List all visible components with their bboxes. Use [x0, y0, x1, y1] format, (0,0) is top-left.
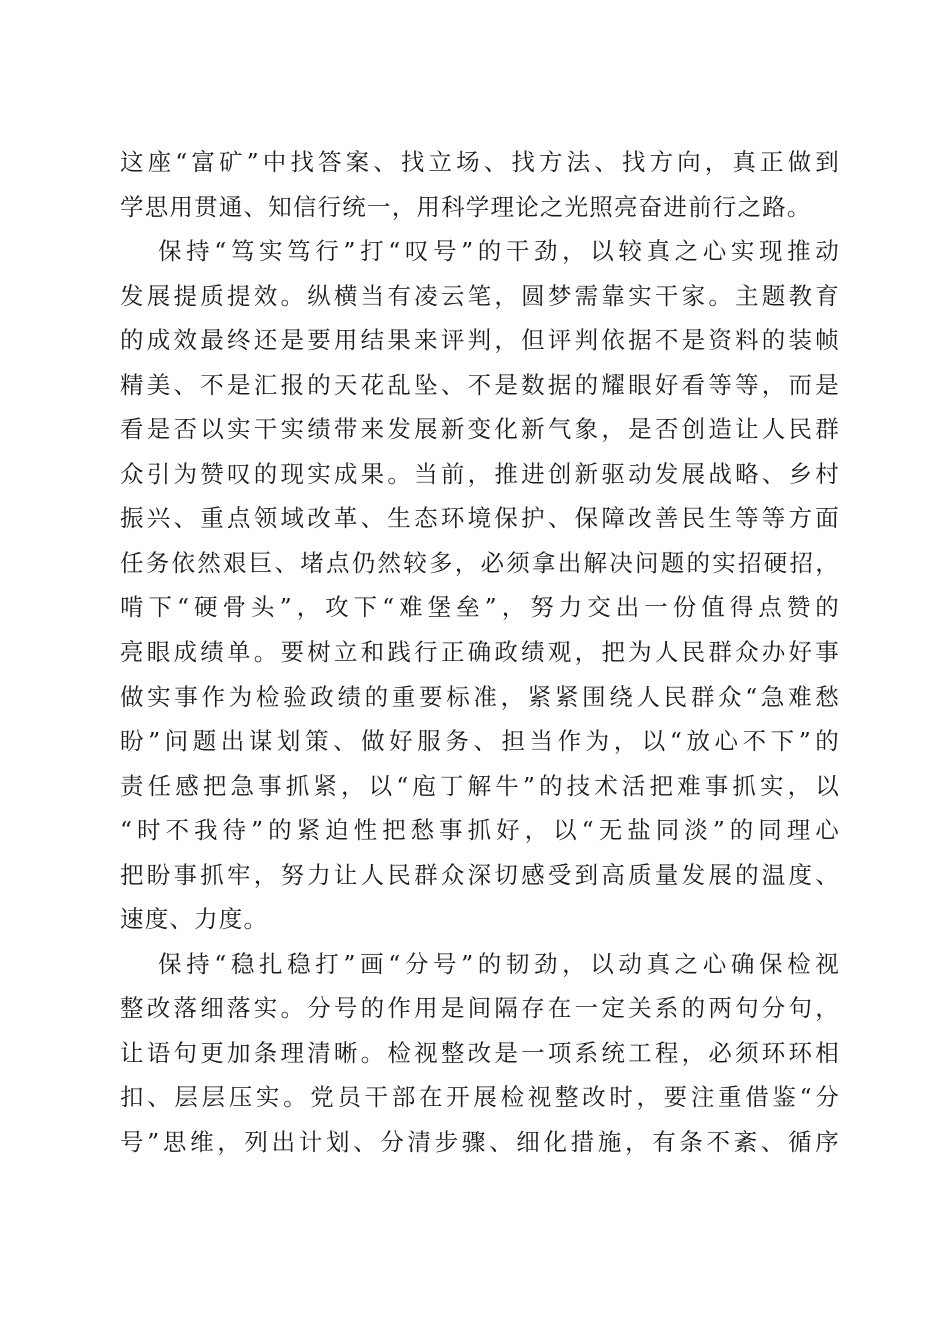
text-line: 把盼事抓牢，努力让人民群众深切感受到高质量发展的温度、 — [120, 860, 840, 889]
paragraph-first-line: 保持“笃实笃行”打“叹号”的干劲，以较真之心实现推动 — [158, 237, 840, 266]
text-line: 的成效最终还是要用结果来评判，但评判依据不是资料的装帧 — [120, 326, 840, 355]
text-line: 做实事作为检验政绩的重要标准，紧紧围绕人民群众“急难愁 — [120, 682, 840, 711]
text-line: “时不我待”的紧迫性把愁事抓好，以“无盐同淡”的同理心 — [120, 816, 840, 845]
text-line: 任务依然艰巨、堵点仍然较多，必须拿出解决问题的实招硬招， — [120, 548, 840, 577]
text-line: 这座“富矿”中找答案、找立场、找方法、找方向，真正做到 — [120, 148, 840, 176]
text-line: 啃下“硬骨头”，攻下“难堡垒”，努力交出一份值得点赞的 — [120, 593, 840, 622]
text-line: 速度、力度。 — [120, 905, 269, 934]
text-line: 精美、不是汇报的天花乱坠、不是数据的耀眼好看等等，而是 — [120, 370, 840, 399]
text-line: 扣、层层压实。党员干部在开展检视整改时，要注重借鉴“分 — [120, 1083, 840, 1112]
text-line: 众引为赞叹的现实成果。当前，推进创新驱动发展战略、乡村 — [120, 459, 840, 488]
text-line: 整改落细落实。分号的作用是间隔存在一定关系的两句分句， — [120, 994, 840, 1023]
document-body — [120, 140, 840, 1165]
text-line: 让语句更加条理清晰。检视整改是一项系统工程，必须环环相 — [120, 1038, 840, 1067]
text-line: 看是否以实干实绩带来发展新变化新气象，是否创造让人民群 — [120, 415, 840, 444]
text-line: 盼”问题出谋划策、做好服务、担当作为，以“放心不下”的 — [120, 727, 840, 756]
text-line: 学思用贯通、知信行统一，用科学理论之光照亮奋进前行之路。 — [120, 192, 812, 221]
paragraph-first-line: 保持“稳扎稳打”画“分号”的韧劲，以动真之心确保检视 — [158, 949, 840, 978]
text-line: 振兴、重点领域改革、生态环境保护、保障改善民生等等方面 — [120, 504, 840, 533]
text-line: 发展提质提效。纵横当有凌云笔，圆梦需靠实干家。主题教育 — [120, 281, 840, 310]
text-line: 责任感把急事抓紧，以“庖丁解牛”的技术活把难事抓实，以 — [120, 771, 840, 800]
text-line: 号”思维，列出计划、分清步骤、细化措施，有条不紊、循序 — [120, 1128, 840, 1157]
text-line: 亮眼成绩单。要树立和践行正确政绩观，把为人民群众办好事 — [120, 638, 840, 667]
